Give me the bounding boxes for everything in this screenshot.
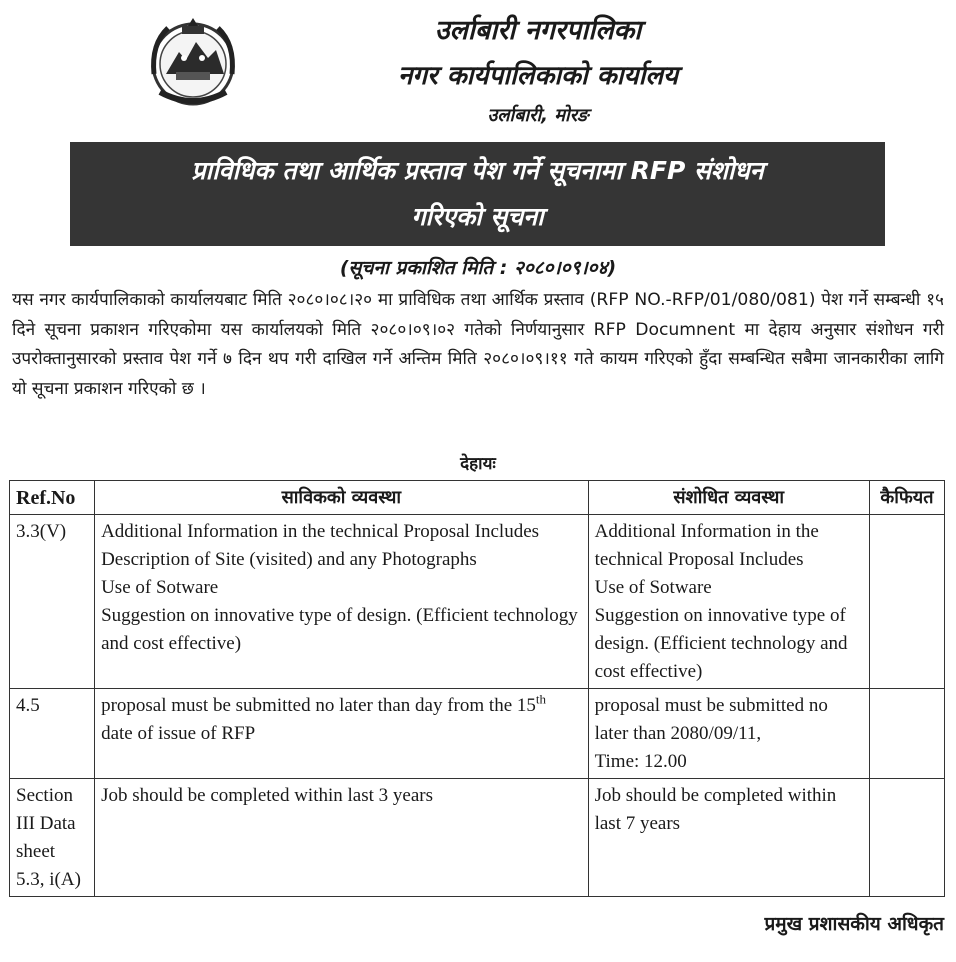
notice-body-paragraph: यस नगर कार्यपालिकाको कार्यालयबाट मिति २०८०।०८।२० मा प्राविधिक तथा आर्थिक प्रस्ताव (RFP NO.-RFP/01/080/081) पेश गर्ने सम्बन्धी १५ दिने सूचना प्रकाशन गरिएकोमा यस कार्यालयको मिति २०८०।०९।०२ गतेको निर्णयानुसार RFP Documnent मा देहाय अनुसार संशोधन गरी उपरोक्तानुसारको प्रस्ताव पेश गर्ने ७ दिन थप गरी दाखिल गर्ने अन्तिम मिति २०८०।०९।११ गते कायम गरिएको हुँदा सम्बन्धित सबैमा जानकारीका लागि यो सूचना प्रकाशन गरिएको छ । <box>12 290 944 399</box>
header-old-provision: साविकको व्यवस्था <box>95 481 589 515</box>
notice-title-line1: प्राविधिक तथा आर्थिक प्रस्ताव पेश गर्ने सूचनामा RFP संशोधन <box>191 156 764 185</box>
signatory-title: प्रमुख प्रशासकीय अधिकृत <box>764 913 944 935</box>
cell-line: Time: 12.00 <box>594 751 687 772</box>
header-ref-no: Ref.No <box>10 481 95 515</box>
cell-text: proposal must be submitted no later than day from the 15 <box>101 695 536 716</box>
table-row <box>10 689 945 779</box>
published-date: (सूचना प्रकाशित मिति : २०८०।०९।०४) <box>339 257 617 279</box>
table-row <box>10 515 945 689</box>
table-header-row <box>10 481 945 515</box>
cell-line: Use of Sotware <box>594 577 712 598</box>
cell-line: Suggestion on innovative type of design. (Efficient technology and cost effective) <box>594 605 848 682</box>
cell-text: date of issue of RFP <box>101 723 256 744</box>
cell-line: Use of Sotware <box>101 577 219 598</box>
cell-remarks <box>869 515 944 689</box>
header-revised-provision: संशोधित व्यवस्था <box>588 481 869 515</box>
cell-ref: 4.5 <box>10 689 95 779</box>
table-row <box>10 779 945 897</box>
notice-title-line2: गरिएको सूचना <box>411 202 544 231</box>
cell-line: proposal must be submitted no later than 2080/09/11, <box>594 695 828 744</box>
cell-new <box>588 515 869 689</box>
cell-line: Suggestion on innovative type of design. (Efficient technology and cost effective) <box>101 605 578 654</box>
cell-old: Job should be completed within last 3 years <box>95 779 589 897</box>
office-location: उर्लाबारी, मोरङ <box>487 105 589 126</box>
header-remarks: कैफियत <box>869 481 944 515</box>
ordinal-suffix: th <box>535 691 547 707</box>
municipality-name: उर्लाबारी नगरपालिका <box>434 15 642 46</box>
cell-old <box>95 515 589 689</box>
cell-line: Additional Information in the technical Proposal Includes <box>594 521 819 570</box>
cell-line: Additional Information in the technical Proposal Includes <box>101 521 540 542</box>
notice-title-banner <box>70 142 885 246</box>
office-name: नगर कार्यपालिकाको कार्यालय <box>397 61 679 91</box>
dehaya-label: देहायः <box>460 454 496 474</box>
cell-remarks <box>869 689 944 779</box>
cell-remarks <box>869 779 944 897</box>
cell-ref: Section III Data sheet 5.3, i(A) <box>10 779 95 897</box>
cell-old <box>95 689 589 779</box>
cell-new: Job should be completed within last 7 years <box>588 779 869 897</box>
cell-new <box>588 689 869 779</box>
cell-line: Description of Site (visited) and any Photographs <box>101 549 477 570</box>
cell-ref: 3.3(V) <box>10 515 95 689</box>
amendment-table <box>9 480 945 897</box>
